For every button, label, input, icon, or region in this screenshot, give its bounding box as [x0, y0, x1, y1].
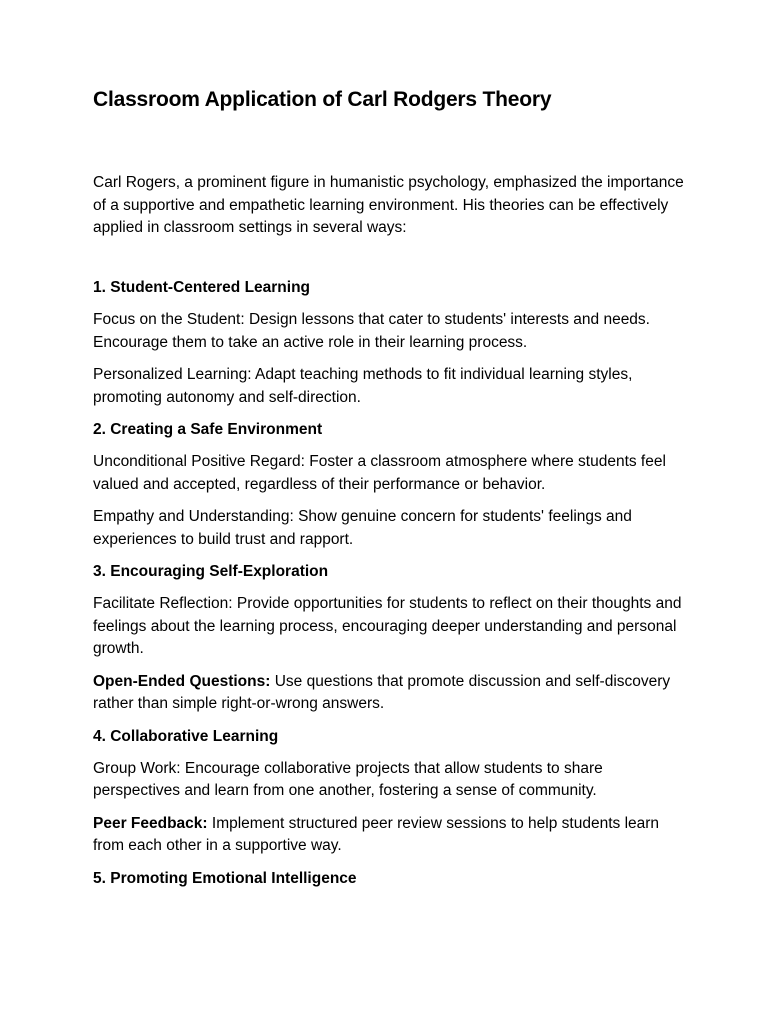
paragraph-lead: Open-Ended Questions:	[93, 672, 271, 690]
paragraph-text: Empathy and Understanding: Show genuine concern for students' feelings and experiences to build trust and rapport.	[93, 508, 632, 548]
section-heading: 5. Promoting Emotional Intelligence	[93, 869, 357, 887]
section-promoting-emotional-intelligence	[93, 868, 693, 890]
section-heading: 4. Collaborative Learning	[93, 727, 279, 745]
paragraph	[93, 364, 693, 409]
document-title: Classroom Application of Carl Rodgers Theory	[93, 88, 552, 111]
paragraph-text: Focus on the Student: Design lessons that cater to students' interests and needs. Encourage them to take an active role in their learning process.	[93, 311, 650, 351]
paragraph-text: Personalized Learning: Adapt teaching methods to fit individual learning styles, promoting autonomy and self-direction.	[93, 366, 633, 406]
section-heading: 1. Student-Centered Learning	[93, 279, 311, 296]
section-encouraging-self-exploration	[93, 561, 693, 716]
paragraph	[93, 813, 693, 858]
paragraph-text: Implement structured peer review sessions to help students learn from each other in a supportive way.	[93, 814, 660, 854]
paragraph-text: Use questions that promote discussion and self-discovery rather than simple right-or-wrong answers.	[93, 672, 671, 712]
paragraph-text: Facilitate Reflection: Provide opportunities for students to reflect on their thoughts and feelings about the learning process, encouraging deeper understanding and personal growth.	[93, 595, 682, 657]
document-body	[93, 277, 693, 900]
section-heading: 2. Creating a Safe Environment	[93, 421, 323, 438]
paragraph	[93, 451, 693, 496]
paragraph-lead: Peer Feedback:	[93, 814, 208, 832]
section-student-centered-learning	[93, 277, 693, 409]
paragraph	[93, 758, 693, 803]
paragraph	[93, 309, 693, 354]
section-heading: 3. Encouraging Self-Exploration	[93, 563, 329, 580]
section-collaborative-learning	[93, 726, 693, 858]
section-creating-a-safe-environment	[93, 419, 693, 551]
paragraph-text: Unconditional Positive Regard: Foster a classroom atmosphere where students feel valued and accepted, regardless of their performance or behavior.	[93, 453, 666, 493]
paragraph	[93, 593, 693, 661]
paragraph-text: Group Work: Encourage collaborative projects that allow students to share perspectives and learn from one another, fostering a sense of community.	[93, 759, 603, 799]
paragraph	[93, 671, 693, 716]
intro-paragraph: Carl Rogers, a prominent figure in humanistic psychology, emphasized the importance of a supportive and empathetic learning environment. His theories can be effectively applied in classroom settings in several ways:	[93, 174, 684, 236]
paragraph	[93, 506, 693, 551]
